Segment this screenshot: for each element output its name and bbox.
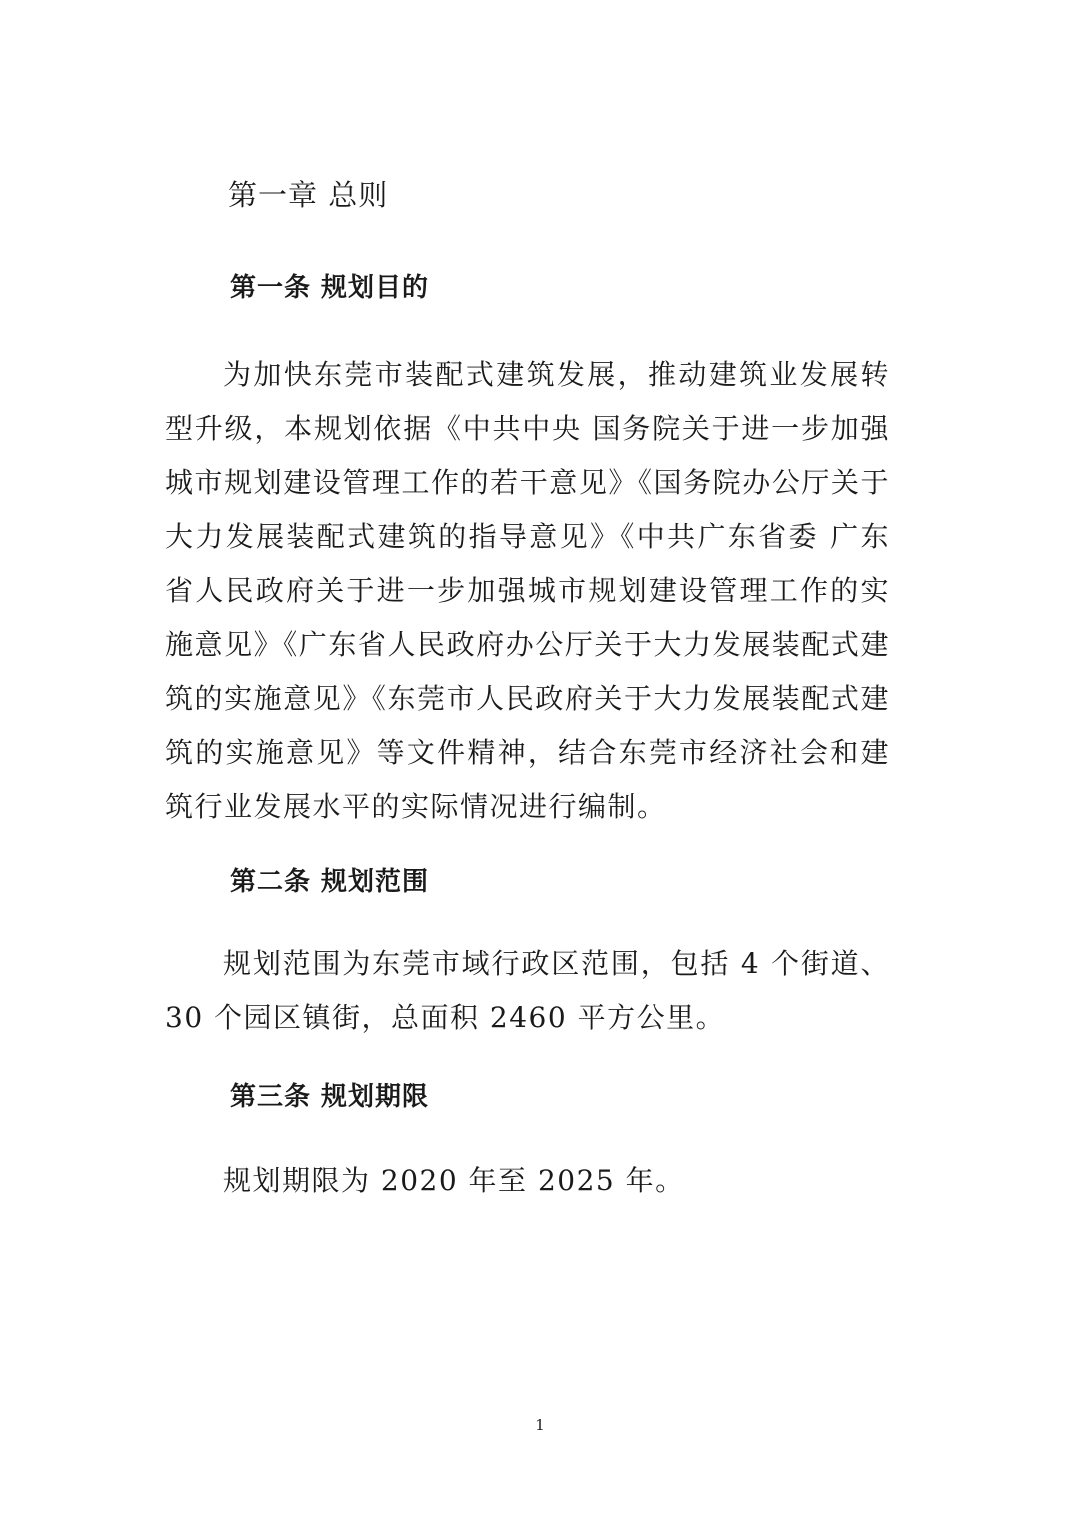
article-3-body: 规划期限为 2020 年至 2025 年。 — [223, 1164, 685, 1197]
page-number: 1 — [535, 1416, 545, 1434]
chapter-title: 第一章 总则 — [228, 178, 389, 212]
article-1-body: 为加快东莞市装配式建筑发展，推动建筑业发展转型升级，本规划依据《中共中央 国务院关于进一步加强城市规划建设管理工作的若干意见》《国务院办公厅关于大力发展装配式建筑的指导意见》《中共广东省委 广东省人民政府关于进一步加强城市规划建设管理工作的实施意见》《广东省人民政府办公厅关于大力发展装配式建筑的实施意见》《东莞市人民政府关于大力发展装配式建筑的实施意见》等文件精神，结合东莞市经济社会和建筑行业发展水平的实际情况进行编制。 — [165, 358, 890, 823]
article-3-heading: 第三条 规划期限 — [230, 1082, 430, 1112]
article-2-body: 规划范围为东莞市域行政区范围，包括 4 个街道、30 个园区镇街，总面积 2460 平方公里。 — [165, 947, 890, 1034]
article-2-heading: 第二条 规划范围 — [230, 867, 430, 897]
article-1-heading: 第一条 规划目的 — [230, 273, 430, 303]
